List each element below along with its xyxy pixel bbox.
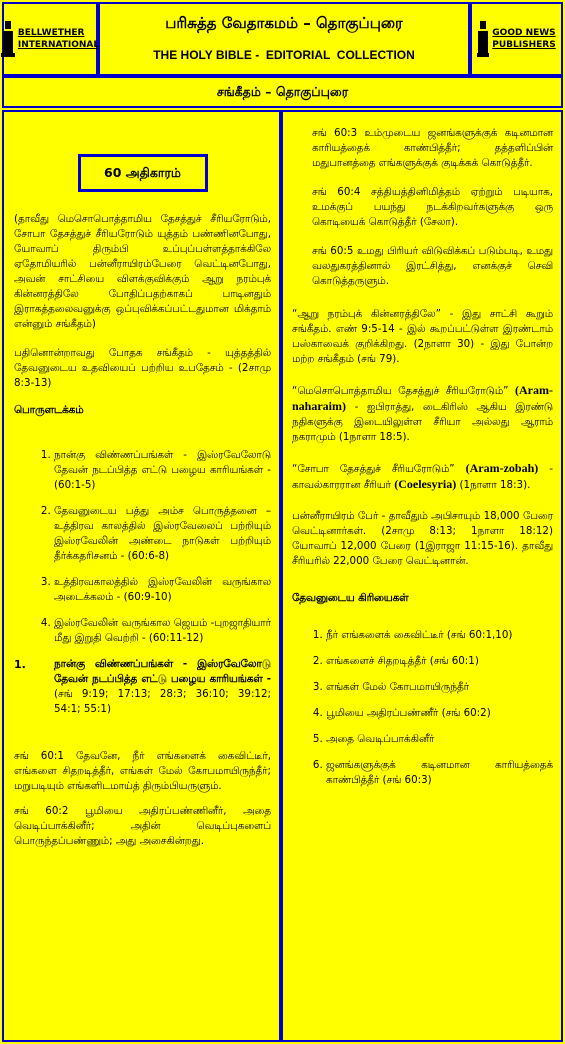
works-heading: தேவனுடைய கிரியைகள் [292, 592, 409, 604]
note-aram-zobah [292, 461, 553, 493]
section-title-box [2, 76, 563, 108]
chapter-label: 60 அதிகாரம் [104, 165, 181, 180]
section-title: சங்கீதம் – தொகுப்புரை [216, 84, 349, 99]
right-column [292, 114, 553, 1040]
bible-book-icon [1, 19, 15, 59]
title-tamil: பரிசுத்த வேதாகமம் – தொகுப்புரை [165, 14, 403, 32]
note-twelve-thousand: பன்னீராயிரம் பேர் - தாவீதும் அபிசாயும் 18,000 பேரை வெட்டினார்கள். (2சாமு 8:13; 1நாளா 18:12) யோவாப் 12,000 பேரை (1இராஜா 11:15-16). தாவீது சீரியரில் 22,000 பேரை வெட்டினான். [292, 510, 553, 567]
bold-item-ref: (சங் 9:19; 17:13; 28:3; 36:10; 39:12; 54:1; 55:1) [54, 688, 271, 715]
verse-60-2: சங் 60:2 பூமியை அதிரப்பண்ணினீர், அதை வெடிப்பாக்கினீர்; அதின் வெடிப்புகளைப் பொருந்தப்பண்ணும்; அது அசைகின்றது. [14, 805, 271, 847]
list-item: 2. எங்களைச் சிதறடித்தீர் (சங் 60:1) [326, 654, 553, 669]
left-logo-line1: BELLWETHER [17, 28, 85, 38]
note3-mid: - காவல்காரரான சீரியர் [292, 463, 553, 491]
right-logo-line2: PUBLISHERS [492, 40, 556, 50]
note-six-string: “ஆறு நரம்புக் கின்னரத்திலே” - இது சாட்சி கூறும் சங்கீதம். எண் 9:5-14 - இல் கூறப்பட்டுள்ள இரண்டாம் பஸ்காவைக் குறிக்கிறது. (2நாளா 30) - இது போன்ற மற்ற சங்கீதம் (சங் 79). [292, 308, 553, 365]
left-logo-line2: INTERNATIONAL [17, 40, 100, 50]
list-item: 4. பூமியை அதிரப்பண்ணீர் (சங் 60:2) [326, 706, 553, 721]
list-item: 2. தேவனுடைய பத்து அம்ச பொருத்தனை – உத்திரவ காலத்தில் இஸ்ரவேலைப் பற்றியும் இஸ்ரவேலின் அண்டை நாடுகள் பற்றியும் தீர்க்கதரிசனம் - (60:6-8) [54, 504, 271, 564]
header-title-box [98, 2, 470, 76]
list-item: 3. எங்கள் மேல் கோபமாயிருந்தீர் [326, 680, 553, 695]
bold-item-title: நான்கு விண்ணப்பங்கள் - இஸ்ரவேலோடு தேவன் நடப்பித்த எட்டு பழைய காரியங்கள் - [54, 658, 271, 685]
right-logo-line1: GOOD NEWS [492, 28, 556, 38]
note2-post: - ஐபிராத்து, டைகிரிஸ் ஆகிய இரண்டு நதிகளுக்கு இடையிலுள்ள சீரியா அல்லது ஆராம் நகராமும் (1நாளா 18:5). [292, 401, 553, 443]
list-item: 1. நான்கு விண்ணப்பங்கள் - இஸ்ரவேலோடு தேவன் நடப்பித்த எட்டு பழைய காரியங்கள் - (60:1-5) [54, 448, 271, 493]
list-item: 1. நீர் எங்களைக் கைவிட்டீர் (சங் 60:1,10) [326, 628, 553, 643]
note3-pre: “சோபா தேசத்துச் சீரியரோடும்” [292, 463, 455, 475]
works-list [292, 628, 553, 788]
right-logo [470, 2, 563, 76]
list-item: 3. உத்திரவகாலத்தில் இஸ்ரவேலின் வருங்கால அடைக்கலம் - (60:9-10) [54, 575, 271, 605]
chapter-label-box [78, 154, 208, 192]
verse-60-5: சங் 60:5 உமது பிரியர் விடுவிக்கப் படும்படி, உமது வலதுகரத்தினால் இரட்சித்து, எனக்குச் செவி கொடுத்தருளும். [312, 245, 553, 287]
note3-post: (1நாளா 18:3). [459, 479, 531, 491]
list-item: 6. ஜனங்களுக்குக் கடினமான காரியத்தைக் காண்பித்தீர் (சங் 60:3) [326, 758, 553, 788]
list-item: 5. அதை வெடிப்பாக்கினீர் [326, 732, 553, 747]
verse-60-4: சங் 60:4 சத்தியத்தினிமித்தம் ஏற்றும் படியாக, உமக்குப் பயந்து நடக்கிறவர்களுக்கு ஒரு கொடியைக் கொடுத்தீர் (சேலா). [312, 186, 553, 228]
contents-list [14, 448, 271, 646]
verse-60-3: சங் 60:3 உம்முடைய ஜனங்களுக்குக் கடினமான காரியத்தைக் காண்பித்தீர்; தத்தளிப்பின் மதுபானத்தை எங்களுக்குக் குடிக்கக் கொடுத்தீர். [312, 127, 553, 169]
intro-text: (தாவீது மெசொபொத்தாமிய தேசத்துச் சீரியரோடும், சோபா தேசத்துச் சீரியரோடும் யுத்தம் பண்ணினபோது, யோவாப் திரும்பி உப்புப்பள்ளத்தாக்கிலே ஏதோமியரில் பன்னீராயிரம்பேரை வெட்டினபோது, அவன் சாட்சியை விளக்குவிக்கும் ஆறு நரம்புக் கின்னரத்திலே போதிப்பதற்காகப் பாடினதும் இராகத்தலைவனுக்கு ஒப்புவிக்கப்பட்டதுமான மிக்தாம் என்னும் சங்கீதம்) [14, 213, 271, 330]
bold-item-number: 1. [14, 658, 26, 671]
left-column [14, 114, 271, 1040]
note3-bold2: (Coelesyria) [394, 477, 457, 491]
note2-bold: (Aram-naharaim) [292, 383, 553, 413]
note3-bold1: (Aram-zobah) [465, 461, 539, 475]
note2-pre: “மெசொபொத்தாமிய தேசத்துச் சீரியரோடும்” [292, 385, 509, 397]
bold-item [14, 657, 271, 717]
verse-60-1: சங் 60:1 தேவனே, நீர் எங்களைக் கைவிட்டீர், எங்களை சிதறடித்தீர், எங்கள் மேல் கோபமாயிருந்தீர்; மறுபடியும் எங்களிடமாய்த் திரும்பியருளும். [14, 750, 271, 792]
left-logo [2, 2, 98, 76]
contents-heading: பொருளடக்கம் [14, 404, 84, 416]
list-item: 4. இஸ்ரவேலின் வருங்கால ஜெயம் -புறஜாதியார் மீது இறுதி வெற்றி - (60:11-12) [54, 616, 271, 646]
title-english: THE HOLY BIBLE - EDITORIAL COLLECTION [153, 48, 415, 62]
bible-book-icon [477, 19, 489, 59]
teaching-text: பதினொன்றாவது போதக சங்கீதம் - யுத்தத்தில் தேவனுடைய உதவியைப் பற்றிய உபதேசம் - (2சாமு 8:3-13) [14, 347, 271, 389]
note-aram-naharaim [292, 383, 553, 445]
